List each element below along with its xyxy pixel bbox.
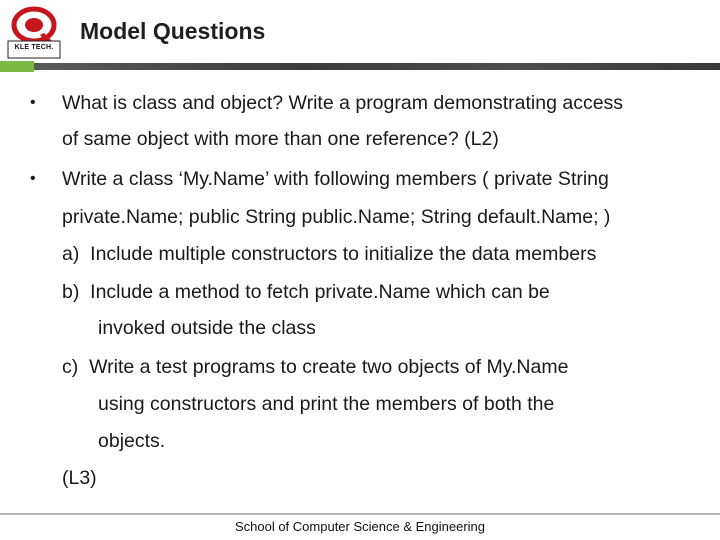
- header-divider: [0, 61, 720, 72]
- question-line: private.Name; public String public.Name; String default.Name; ): [62, 206, 611, 228]
- footer-text: School of Computer Science & Engineering: [234, 519, 486, 534]
- question-line: of same object with more than one reference? (L2): [62, 128, 499, 150]
- footer-divider: [0, 513, 720, 515]
- sub-question-line: using constructors and print the members of both the: [98, 393, 555, 415]
- page-title: Model Questions: [80, 18, 266, 44]
- sub-question-line: objects.: [98, 430, 166, 452]
- sub-question-line: c) Write a test programs to create two objects of My.Name: [62, 356, 569, 378]
- header-divider-dark: [34, 63, 720, 70]
- question-line: What is class and object? Write a program demonstrating access: [62, 92, 624, 114]
- bullet: •: [30, 170, 36, 187]
- sub-question-line: b) Include a method to fetch private.Name which can be: [62, 281, 550, 303]
- level-tag: (L3): [62, 467, 97, 489]
- logo-text: KLE TECH.: [14, 44, 54, 51]
- sub-question-line: a) Include multiple constructors to initialize the data members: [62, 243, 597, 265]
- bullet: •: [30, 94, 36, 111]
- header-divider-accent: [0, 61, 34, 72]
- question-line: Write a class ‘My.Name’ with following members ( private String: [62, 168, 609, 190]
- sub-question-line: invoked outside the class: [98, 317, 316, 339]
